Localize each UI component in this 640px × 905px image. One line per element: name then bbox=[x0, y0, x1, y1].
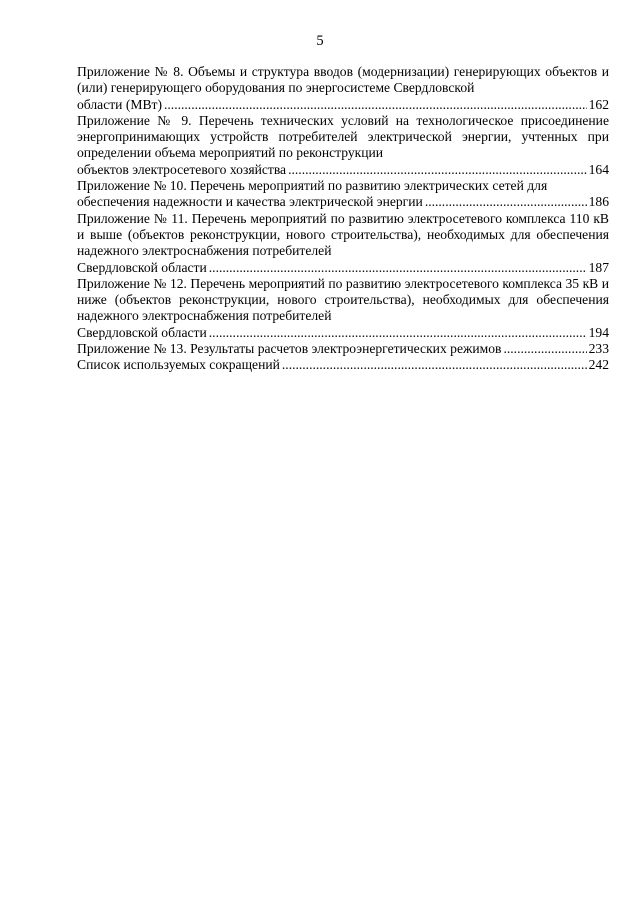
toc-page-number: 194 bbox=[588, 324, 609, 340]
toc-entry-text-end: Приложение № 13. Результаты расчетов электроэнергетических режимов bbox=[77, 341, 502, 357]
toc-entry-appendix-9[interactable] bbox=[77, 113, 609, 178]
dot-leader bbox=[425, 194, 587, 210]
toc-entry-text-end: области (МВт) bbox=[77, 96, 162, 112]
toc-entry-text: Приложение № 9. Перечень технических условий на технологическое присоединение энергопринимающих устройств потребителей электрической энергии, учтенных при определении объема мероприятий по реконструкции bbox=[77, 112, 609, 161]
dot-leader bbox=[282, 357, 587, 373]
dot-leader bbox=[164, 97, 587, 113]
toc-entry-text: Приложение № 10. Перечень мероприятий по развитию электрических сетей для bbox=[77, 178, 548, 194]
toc-entry-text-end: Список используемых сокращений bbox=[77, 357, 280, 373]
table-of-contents bbox=[77, 64, 609, 374]
dot-leader bbox=[209, 325, 587, 341]
toc-entry-appendix-10[interactable] bbox=[77, 178, 609, 211]
toc-entry-appendix-13[interactable] bbox=[77, 341, 609, 357]
toc-entry-text: Приложение № 12. Перечень мероприятий по развитию электросетевого комплекса 35 кВ и ниже (объектов реконструкции, нового строительства), необходимых для обеспечения надежного электроснабжения потребителей bbox=[77, 275, 609, 324]
toc-entry-text: Приложение № 8. Объемы и структура вводов (модернизации) генерирующих объектов и (или) генерирующего оборудования по энергосистеме Свердловской bbox=[77, 64, 609, 96]
toc-entry-appendix-11[interactable] bbox=[77, 211, 609, 276]
toc-page-number: 162 bbox=[588, 96, 609, 112]
dot-leader bbox=[288, 162, 587, 178]
dot-leader bbox=[209, 260, 587, 276]
toc-entry-appendix-8[interactable] bbox=[77, 64, 609, 113]
toc-page-number: 186 bbox=[588, 194, 609, 210]
toc-page-number: 164 bbox=[588, 161, 609, 177]
toc-entry-text-end: Свердловской области bbox=[77, 259, 207, 275]
toc-entry-text-end: обеспечения надежности и качества электрической энергии bbox=[77, 194, 423, 210]
toc-entry-text: Приложение № 11. Перечень мероприятий по развитию электросетевого комплекса 110 кВ и выше (объектов реконструкции, нового строительства), необходимых для обеспечения надежного электроснабжения потребителей bbox=[77, 210, 609, 259]
toc-entry-text-end: объектов электросетевого хозяйства bbox=[77, 161, 287, 177]
dot-leader bbox=[503, 341, 586, 357]
toc-page-number: 233 bbox=[588, 341, 609, 357]
toc-page-number: 187 bbox=[588, 259, 609, 275]
page-number: 5 bbox=[316, 33, 324, 49]
toc-entry-text-end: Свердловской области bbox=[77, 324, 207, 340]
toc-page-number: 242 bbox=[588, 357, 609, 373]
toc-entry-abbreviations[interactable] bbox=[77, 357, 609, 373]
toc-entry-appendix-12[interactable] bbox=[77, 276, 609, 341]
